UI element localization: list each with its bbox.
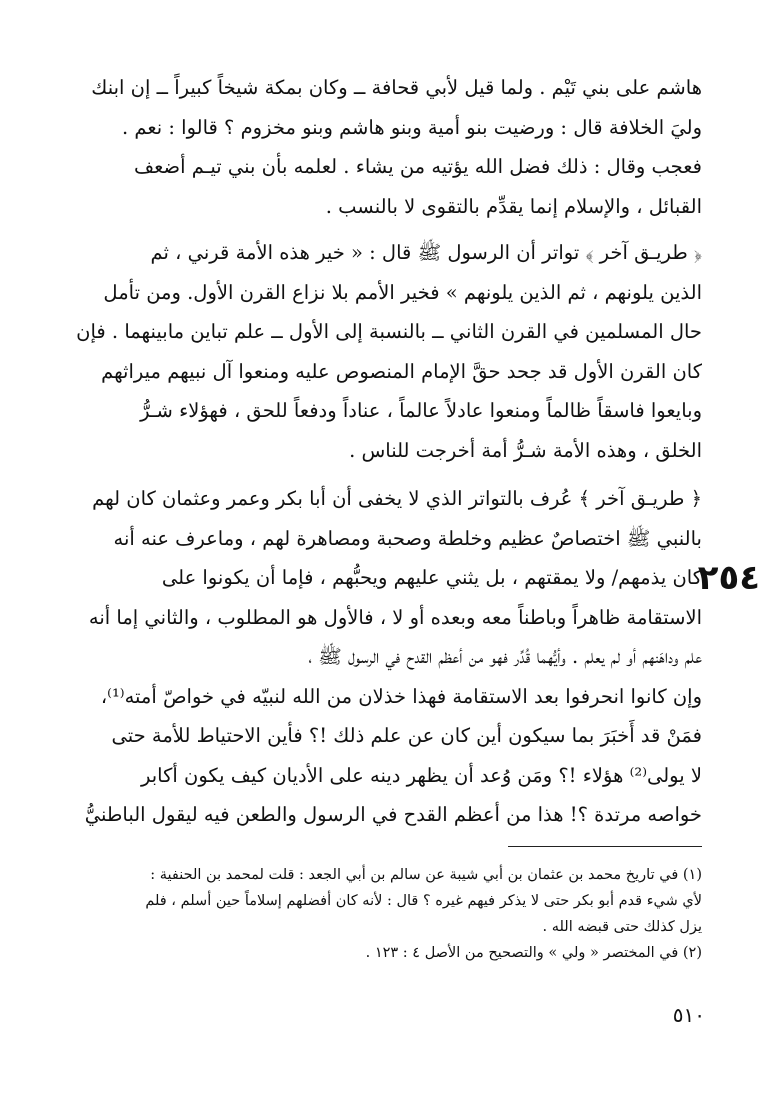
text-line: ﴿ طريـق آخر ﴾ عُرف بالتواتر الذي لا يخفى أن أبا بكر وعمر وعثمان كان لهم	[92, 487, 702, 510]
paragraph-2	[70, 233, 702, 470]
text-line: ﴿ طريـق آخر ﴾ تواتر أن الرسول ﷺ قال : « خير هذه الأمة قرني ، ثم	[150, 241, 702, 264]
text-line: حال المسلمين في القرن الثاني ــ بالنسبة إلى الأول ــ علم تباين مابينهما . فإن	[76, 320, 702, 343]
text-line: القبائل ، والإسلام إنما يقدِّم بالتقوى لا بالنسب .	[325, 194, 702, 218]
footnotes	[70, 862, 702, 966]
text-line: كان القرن الأول قد جحد حقَّ الإمام المنصوص عليه ومنعوا آل نبيهم ميراثهم	[101, 359, 702, 383]
text-line: وليَ الخلافة قال : ورضيت بنو أمية وبنو هاشم وبنو مخزوم ؟ قالوا : نعم .	[121, 115, 702, 139]
text-line: كان يذمهم/ ولا يمقتهم ، بل يثني عليهم ويحبُّهم ، فإما أن يكونوا على	[161, 566, 702, 589]
text-line: خواصه مرتدة ؟! هذا من أعظم القدح في الرسول والطعن فيه ليقول الباطنيُّ	[84, 803, 702, 826]
manuscript-page-marker: ٢٥٤	[697, 558, 760, 598]
text-line: فمَنْ قد أَخبَرَ بما سيكون أين كان عن علم ذلك !؟ فأين الاحتياط للأمة حتى	[111, 724, 702, 747]
text-line: وبايعوا فاسقاً ظالماً ومنعوا عادلاً عالماً ، عناداً ودفعاً للحق ، فهؤلاء شـرُّ	[140, 399, 702, 422]
paragraph-3	[70, 479, 702, 835]
footnote-divider	[508, 846, 702, 847]
text-line: هاشم على بني تَيْم . ولما قيل لأبي قحافة ــ وكان بمكة شيخاً كبيراً ــ إن ابنك	[91, 76, 702, 99]
footnote-2: (٢) في المختصر « ولي » والتصحيح من الأصل ٤ : ١٢٣ .	[365, 945, 702, 961]
text-line: الاستقامة ظاهراً وباطناً معه وبعده أو لا ، فالأول هو المطلوب ، والثاني إما أنه	[88, 605, 702, 629]
footnote-1-line: (١) في تاريخ محمد بن عثمان بن أبي شيبة عن سالم بن أبي الجعد : قلت لمحمد بن الحنفية :	[150, 867, 702, 883]
text-line: لا يولى⁽²⁾ هؤلاء !؟ ومَن وُعد أن يظهر دينه على الأديان كيف يكون أكابر	[140, 763, 702, 787]
text-line: علم وداهَنهم أو لم يعلم . وأيُّهما قُدِّر فهو من أعظم القدح في الرسول ﷺ ،	[308, 645, 702, 668]
footnote-1-line: لأي شيء قدم أبو بكر حتى لا يذكر فيهم غيره ؟ قال : لأنه كان أفضلهم إسلاماً حين أسلم ، فلم	[145, 893, 702, 909]
text-line: فعجب وقال : ذلك فضل الله يؤتيه من يشاء . لعلمه بأن بني تيـم أضعف	[133, 155, 702, 178]
text-line: الذين يلونهم ، ثم الذين يلونهم » فخير الأمم بلا نزاع القرن الأول. ومن تأمل	[103, 280, 702, 304]
paragraph-1	[70, 68, 702, 226]
text-line: بالنبي ﷺ اختصاصٌ عظيم وخلطة وصحبة ومصاهرة لهم ، وماعرف عنه أنه	[113, 526, 702, 550]
footnote-1-line: يزل كذلك حتى قبضه الله .	[542, 919, 702, 935]
page-number: ٥١٠	[672, 1003, 705, 1027]
text-line: الخلق ، وهذه الأمة شـرُّ أمة أخرجت للناس .	[349, 438, 702, 462]
text-line: وإن كانوا انحرفوا بعد الاستقامة فهذا خذلان من الله لنبيّه في خواصّ أمته⁽¹⁾،	[100, 684, 702, 708]
